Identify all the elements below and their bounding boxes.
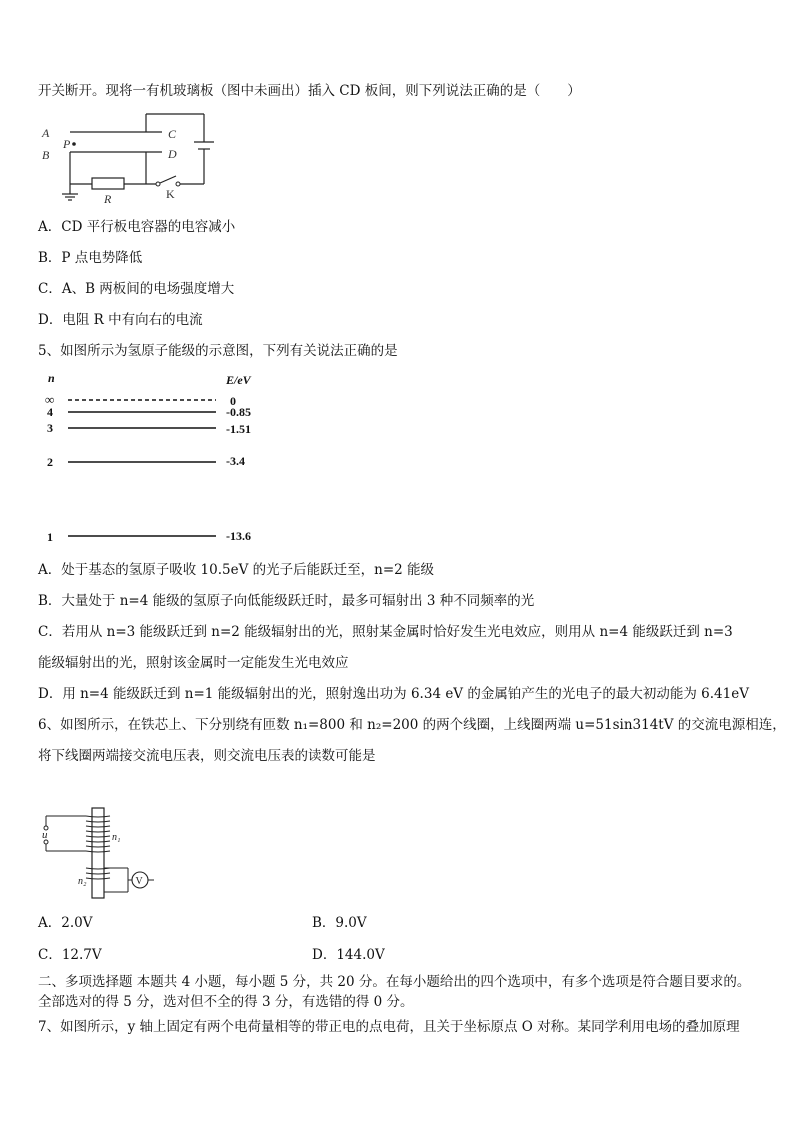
label-P: P	[63, 137, 71, 151]
q4-option-d: D．电阻 R 中有向右的电流	[38, 312, 203, 328]
q4-option-a: A．CD 平行板电容器的电容减小	[38, 219, 236, 235]
q6-stem-line1: 6、如图所示，在铁芯上、下分别绕有匝数 n₁=800 和 n₂=200 的两个线圈，上线圈两端 u=51sin314tV 的交流电源相连，	[38, 717, 786, 733]
label-A: A	[42, 126, 50, 140]
label-B: B	[42, 148, 50, 162]
energy-axis-header: E/eV	[226, 373, 251, 387]
q5-option-a: A．处于基态的氢原子吸收 10.5eV 的光子后能跃迁至，n=2 能级	[38, 562, 435, 578]
label-D: D	[168, 147, 177, 161]
transformer-figure	[38, 806, 158, 904]
level-energy-3: -1.51	[226, 422, 251, 436]
level-n-infinity: ∞	[45, 392, 55, 407]
level-energy-4: -0.85	[226, 405, 251, 419]
level-n-2: 2	[47, 455, 53, 469]
section2-heading-line2: 全部选对的得 5 分，选对但不全的得 3 分，有选错的得 0 分。	[38, 994, 414, 1010]
label-u: u	[42, 829, 48, 841]
level-energy-2: -3.4	[226, 454, 245, 468]
section2-heading-line1: 二、多项选择题 本题共 4 小题，每小题 5 分，共 20 分。在每小题给出的四个选项中，有多个选项是符合题目要求的。	[38, 974, 751, 990]
q4-option-c: C．A、B 两板间的电场强度增大	[38, 281, 235, 297]
level-n-4: 4	[47, 405, 53, 419]
q5-option-c-line2: 能级辐射出的光，照射该金属时一定能发生光电效应	[38, 655, 349, 671]
label-C: C	[168, 127, 177, 141]
label-R: R	[104, 192, 112, 205]
level-energy-0: 0	[230, 394, 236, 408]
q6-option-b: B．9.0V	[312, 915, 367, 931]
q5-option-d: D．用 n=4 能级跃迁到 n=1 能级辐射出的光，照射逸出功为 6.34 eV 的金属铂产生的光电子的最大初动能为 6.41eV	[38, 686, 749, 702]
label-K: K	[166, 187, 175, 201]
q5-stem: 5、如图所示为氢原子能级的示意图，下列有关说法正确的是	[38, 343, 398, 359]
capacitor-circuit-figure	[36, 110, 216, 205]
level-n-1: 1	[47, 530, 53, 544]
q4-option-b: B．P 点电势降低	[38, 250, 143, 266]
q7-stem: 7、如图所示，y 轴上固定有两个电荷量相等的带正电的点电荷，且关于坐标原点 O 对称。某同学利用电场的叠加原理	[38, 1019, 740, 1035]
q6-stem-line2: 将下线圈两端接交流电压表，则交流电压表的读数可能是	[38, 748, 376, 764]
level-energy-1: -13.6	[226, 529, 251, 543]
level-n-3: 3	[47, 421, 53, 435]
label-n2: n₂	[78, 876, 87, 887]
q4-stem: 开关断开。现将一有机玻璃板（图中未画出）插入 CD 板间，则下列说法正确的是（ ）	[38, 83, 581, 99]
q5-option-c-line1: C．若用从 n=3 能级跃迁到 n=2 能级辐射出的光，照射某金属时恰好发生光电效应，则用从 n=4 能级跃迁到 n=3	[38, 624, 733, 640]
voltmeter-label: V	[135, 876, 143, 887]
label-n1: n₁	[112, 832, 121, 843]
energy-level-diagram	[40, 368, 280, 548]
q6-option-d: D．144.0V	[312, 947, 385, 963]
q6-option-c: C．12.7V	[38, 947, 102, 963]
n-axis-header: n	[48, 371, 55, 385]
q5-option-b: B．大量处于 n=4 能级的氢原子向低能级跃迁时，最多可辐射出 3 种不同频率的光	[38, 593, 535, 609]
q6-option-a: A．2.0V	[38, 915, 93, 931]
